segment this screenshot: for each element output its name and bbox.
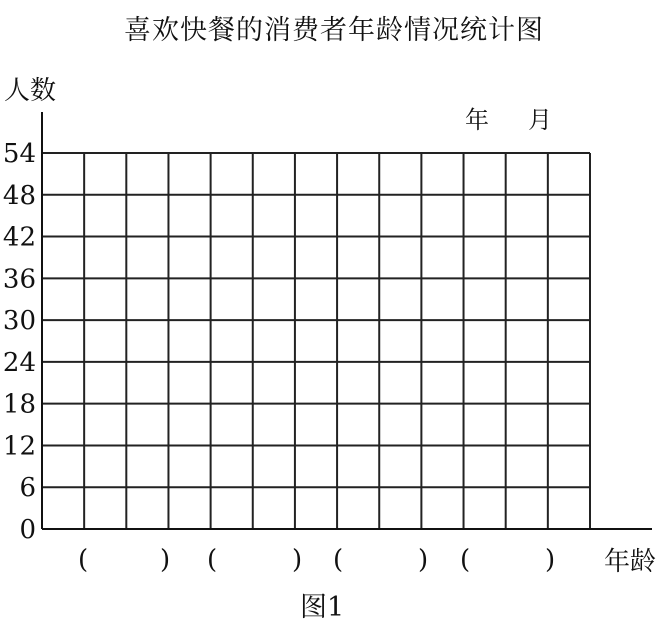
y-tick-label: 24 bbox=[2, 347, 36, 378]
category-close-paren: ) bbox=[292, 545, 303, 575]
y-axis-label: 人数 bbox=[4, 76, 57, 106]
category-open-paren: ( bbox=[333, 545, 344, 575]
category-open-paren: ( bbox=[78, 545, 89, 575]
y-tick-label: 54 bbox=[2, 139, 36, 169]
y-tick-label: 18 bbox=[2, 389, 36, 420]
category-close-paren: ) bbox=[160, 545, 171, 575]
x-axis-label: 年龄 bbox=[604, 547, 657, 577]
y-tick-label: 48 bbox=[2, 180, 36, 211]
category-close-paren: ) bbox=[545, 545, 556, 575]
y-tick-label: 36 bbox=[2, 264, 36, 295]
y-tick-label: 12 bbox=[2, 431, 36, 462]
chart-title: 喜欢快餐的消费者年龄情况统计图 bbox=[124, 15, 544, 46]
figure-caption: 图1 bbox=[300, 592, 345, 623]
category-open-paren: ( bbox=[207, 545, 218, 575]
date-month-label: 月 bbox=[528, 106, 552, 134]
y-tick-label: 42 bbox=[2, 222, 36, 253]
y-tick-label: 0 bbox=[19, 515, 36, 545]
category-open-paren: ( bbox=[460, 545, 471, 575]
date-year-label: 年 bbox=[465, 106, 489, 134]
y-tick-label: 30 bbox=[2, 306, 36, 337]
category-close-paren: ) bbox=[418, 545, 429, 575]
y-tick-label: 6 bbox=[19, 473, 36, 504]
